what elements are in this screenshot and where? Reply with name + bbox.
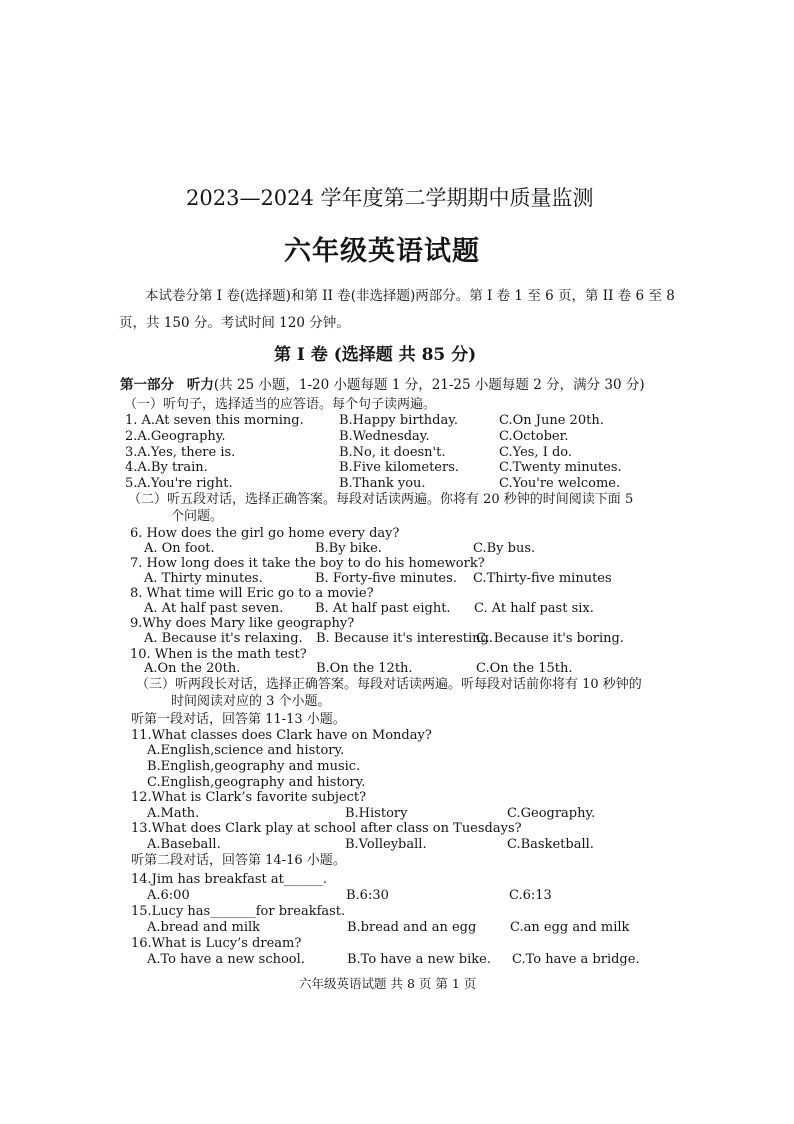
question-text: 9.Why does Mary like geography?	[130, 616, 355, 631]
option-b: B. At half past eight.	[315, 601, 451, 616]
options-row	[0, 631, 794, 647]
option-b: B. Because it's interesting.	[316, 631, 493, 646]
options-row	[0, 571, 794, 587]
option-c: C. Because it's boring.	[476, 631, 625, 646]
option-a: A. On foot.	[144, 541, 215, 556]
part-desc: (共 25 小题，1-20 小题每题 1 分，21-25 小题每题 2 分，满分 30 分)	[213, 377, 645, 393]
option-b: B.Thank you.	[339, 476, 426, 491]
option-a: A.To have a new school.	[147, 952, 305, 967]
option-a: 2.A.Geography.	[125, 429, 226, 444]
option-c: C.Geography.	[507, 806, 596, 821]
dialog-heading: 听第一段对话，回答第 11-13 小题。	[131, 712, 346, 727]
section-3-instruction-cont: 时间阅读对应的 3 个小题。	[171, 694, 331, 709]
question-text: 16.What is Lucy’s dream?	[131, 936, 302, 951]
options-row	[0, 806, 794, 822]
option-c: C.Twenty minutes.	[499, 460, 622, 475]
option-c: C.To have a bridge.	[512, 952, 640, 967]
option-b: B.No, it doesn't.	[339, 445, 446, 460]
option-a: A.English,science and history.	[147, 743, 345, 758]
section-1-instruction: （一）听句子，选择适当的应答语。每个句子读两遍。	[124, 397, 437, 412]
option-c: C.On June 20th.	[499, 413, 604, 428]
question-text: 6. How does the girl go home every day?	[130, 526, 400, 541]
option-b: B.Five kilometers.	[339, 460, 460, 475]
options-row	[0, 888, 794, 904]
option-c: C.Yes, I do.	[499, 445, 573, 460]
dialog-heading: 听第二段对话，回答第 14-16 小题。	[131, 853, 346, 868]
option-c: C.You're welcome.	[499, 476, 621, 491]
exam-title: 2023—2024 学年度第二学期期中质量监测	[186, 186, 594, 210]
part-label: 第一部分	[120, 377, 174, 393]
option-c: C.By bus.	[473, 541, 536, 556]
question-text: 14.Jim has breakfast at______.	[131, 872, 327, 887]
option-b: B.To have a new bike.	[347, 952, 491, 967]
question-text: 11.What classes does Clark have on Monday?	[131, 728, 432, 743]
options-row	[0, 661, 794, 677]
question-text: 15.Lucy has_______for breakfast.	[131, 904, 346, 919]
options-row	[0, 601, 794, 617]
question-text: 7. How long does it take the boy to do his homework?	[130, 556, 485, 571]
option-b: B.bread and an egg	[347, 920, 477, 935]
option-a: A. Because it's relaxing.	[144, 631, 303, 646]
question-row	[0, 460, 794, 476]
option-a: A.6:00	[147, 888, 190, 903]
option-c: C.6:13	[509, 888, 552, 903]
part-heading	[120, 377, 645, 393]
option-a: A.Baseball.	[147, 837, 221, 852]
question-text: 13.What does Clark play at school after class on Tuesdays?	[131, 821, 522, 836]
option-c: C. At half past six.	[474, 601, 594, 616]
options-row	[0, 837, 794, 853]
option-a: A. Thirty minutes.	[144, 571, 263, 586]
option-a: A. At half past seven.	[144, 601, 284, 616]
page-footer: 六年级英语试题 共 8 页 第 1 页	[299, 976, 477, 991]
options-row	[0, 541, 794, 557]
option-b: B.History	[345, 806, 408, 821]
question-text: 10. When is the math test?	[130, 647, 307, 662]
option-b: B.English,geography and music.	[147, 759, 361, 774]
option-a: A.On the 20th.	[144, 661, 241, 676]
option-a: A.Math.	[147, 806, 200, 821]
option-b: B.By bike.	[315, 541, 382, 556]
option-a: 3.A.Yes, there is.	[125, 445, 236, 460]
section-2-instruction: （二）听五段对话，选择正确答案。每段对话读两遍。你将有 20 秒钟的时间阅读下面 5	[128, 492, 634, 507]
section-2-instruction-cont: 个问题。	[171, 509, 224, 524]
option-b: B.Volleyball.	[345, 837, 427, 852]
option-c: C.October.	[499, 429, 569, 444]
part-name: 听力	[186, 377, 214, 393]
option-b: B.Wednesday.	[339, 429, 430, 444]
section-3-instruction: （三）听两段长对话，选择正确答案。每段对话读两遍。听每段对话前你将有 10 秒钟的	[136, 677, 642, 692]
option-c: C.an egg and milk	[510, 920, 630, 935]
option-c: C.Thirty-five minutes	[473, 571, 612, 586]
option-c: C.Basketball.	[507, 837, 594, 852]
option-c: C.On the 15th.	[476, 661, 573, 676]
question-row	[0, 413, 794, 429]
question-row	[0, 445, 794, 461]
option-a: 1. A.At seven this morning.	[125, 413, 304, 428]
question-row	[0, 429, 794, 445]
options-row	[0, 952, 794, 968]
option-a: 5.A.You're right.	[125, 476, 233, 491]
option-b: B. Forty-five minutes.	[315, 571, 457, 586]
option-c: C.English,geography and history.	[147, 775, 366, 790]
question-text: 12.What is Clark’s favorite subject?	[131, 790, 367, 805]
exam-subtitle: 六年级英语试题	[284, 236, 480, 267]
option-b: B.Happy birthday.	[339, 413, 459, 428]
question-text: 8. What time will Eric go to a movie?	[130, 586, 374, 601]
intro-line-2: 页，共 150 分。考试时间 120 分钟。	[119, 315, 350, 331]
intro-line-1: 本试卷分第 I 卷(选择题)和第 II 卷(非选择题)两部分。第 I 卷 1 至 6 页，第 II 卷 6 至 8	[145, 288, 675, 304]
volume-heading: 第 I 卷 (选择题 共 85 分)	[274, 345, 477, 365]
option-a: 4.A.By train.	[125, 460, 208, 475]
option-b: B.6:30	[346, 888, 389, 903]
option-b: B.On the 12th.	[316, 661, 413, 676]
option-a: A.bread and milk	[147, 920, 261, 935]
question-row	[0, 476, 794, 492]
options-row	[0, 920, 794, 936]
